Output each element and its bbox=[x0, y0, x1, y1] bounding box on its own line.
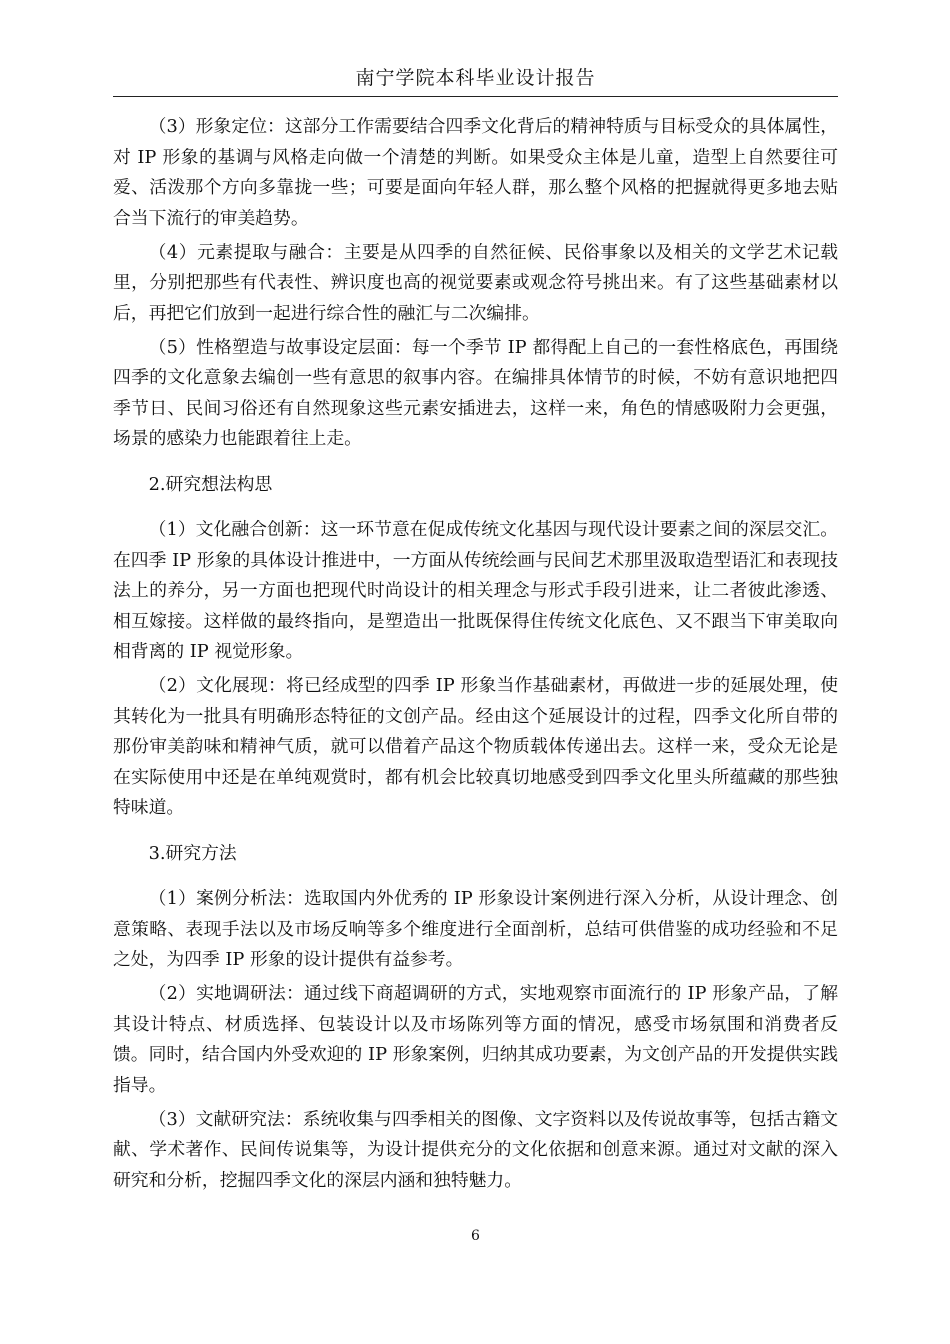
section-heading-research-ideas: 2.研究想法构思 bbox=[148, 473, 273, 495]
paragraph-cultural-presentation: （2）文化展现：将已经成型的四季 IP 形象当作基础素材，再做进一步的延展处理，使其转化为一批具有明确形态特征的文创产品。经由这个延展设计的过程，四季文化所自带的那份审美韵味和精神气质，就可以借着产品这个物质载体传递出去。这样一来，受众无论是在实际使用中还是在单纯观赏时，都有机会比较真切地感受到四季文化里头所蕴藏的那些独特味道。 bbox=[113, 675, 838, 818]
paragraph-cultural-fusion: （1）文化融合创新：这一环节意在促成传统文化基因与现代设计要素之间的深层交汇。在四季 IP 形象的具体设计推进中，一方面从传统绘画与民间艺术那里汲取造型语汇和表现技法上的养分，另一方面也把现代时尚设计的相关理念与形式手段引进来，让二者彼此渗透、相互嫁接。这样做的最终指向，是塑造出一批既保得住传统文化底色、又不跟当下审美取向相背离的 IP 视觉形象。 bbox=[113, 519, 838, 662]
paragraph-element-extraction: （4）元素提取与融合：主要是从四季的自然征候、民俗事象以及相关的文学艺术记载里，分别把那些有代表性、辨识度也高的视觉要素或观念符号挑出来。有了这些基础素材以后，再把它们放到一起进行综合性的融汇与二次编排。 bbox=[113, 241, 838, 324]
paragraph-literature-research: （3）文献研究法：系统收集与四季相关的图像、文字资料以及传说故事等，包括古籍文献、学术著作、民间传说集等，为设计提供充分的文化依据和创意来源。通过对文献的深入研究和分析，挖掘四季文化的深层内涵和独特魅力。 bbox=[113, 1108, 838, 1191]
section-heading-research-methods: 3.研究方法 bbox=[148, 842, 237, 864]
page-header-title: 南宁学院本科毕业设计报告 bbox=[355, 67, 596, 89]
paragraph-image-positioning: （3）形象定位：这部分工作需要结合四季文化背后的精神特质与目标受众的具体属性，对 IP 形象的基调与风格走向做一个清楚的判断。如果受众主体是儿童，造型上自然要往可爱、活泼那个方向多靠拢一些；可要是面向年轻人群，那么整个风格的把握就得更多地去贴合当下流行的审美趋势。 bbox=[113, 116, 838, 229]
header-divider bbox=[113, 96, 838, 97]
paragraph-personality-story: （5）性格塑造与故事设定层面：每一个季节 IP 都得配上自己的一套性格底色，再围绕四季的文化意象去编创一些有意思的叙事内容。在编排具体情节的时候，不妨有意识地把四季节日、民间习俗还有自然现象这些元素安插进去，这样一来，角色的情感吸附力会更强，场景的感染力也能跟着往上走。 bbox=[113, 336, 838, 449]
paragraph-field-research: （2）实地调研法：通过线下商超调研的方式，实地观察市面流行的 IP 形象产品，了解其设计特点、材质选择、包装设计以及市场陈列等方面的情况，感受市场氛围和消费者反馈。同时，结合国内外受欢迎的 IP 形象案例，归纳其成功要素，为文创产品的开发提供实践指导。 bbox=[113, 983, 838, 1096]
page-number: 6 bbox=[471, 1228, 480, 1244]
paragraph-case-analysis: （1）案例分析法：选取国内外优秀的 IP 形象设计案例进行深入分析，从设计理念、创意策略、表现手法以及市场反响等多个维度进行全面剖析，总结可供借鉴的成功经验和不足之处，为四季 IP 形象的设计提供有益参考。 bbox=[113, 888, 838, 970]
body-content bbox=[113, 112, 838, 1196]
